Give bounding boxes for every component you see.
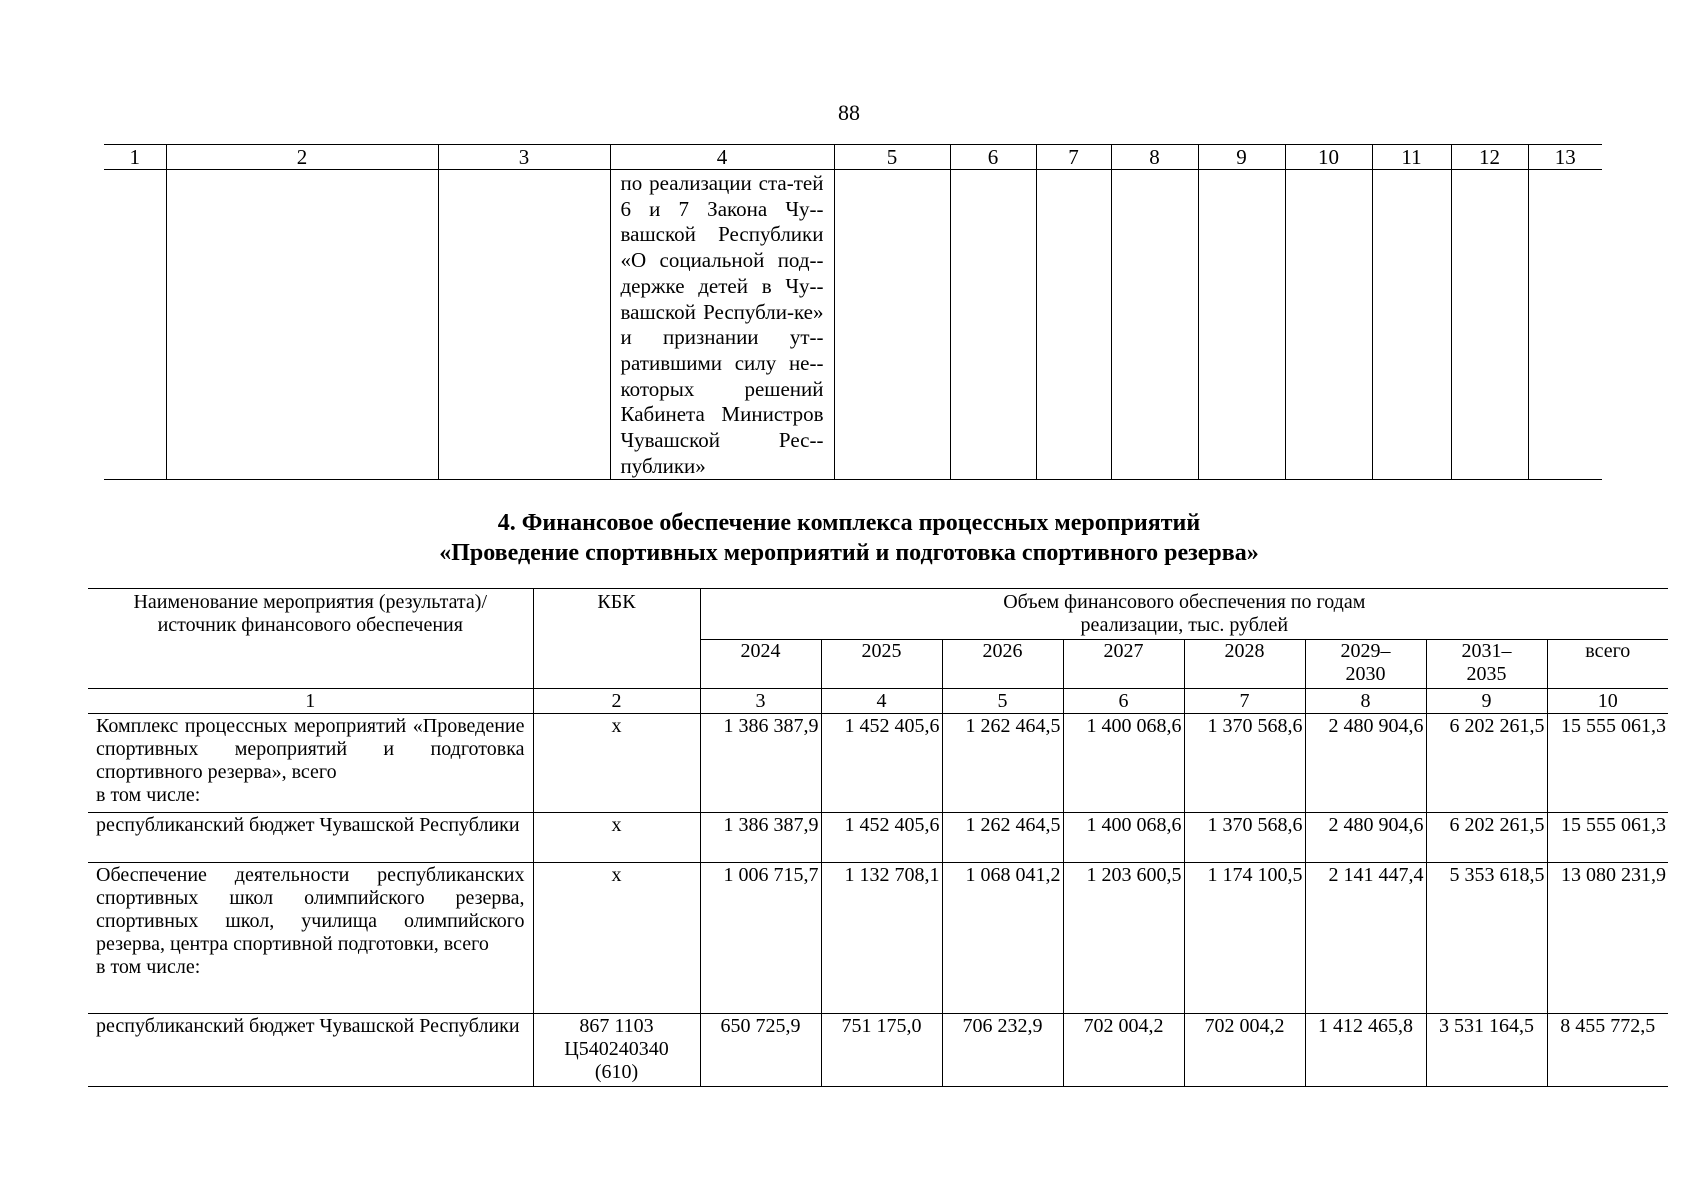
- value-cell: 1 400 068,6: [1063, 813, 1184, 863]
- name-column-header: Наименование мероприятия (результата)/ источник финансового обеспечения: [88, 589, 533, 689]
- year-header: 2031– 2035: [1426, 640, 1547, 689]
- column-number: 12: [1451, 145, 1528, 170]
- value-cell: 1 132 708,1: [821, 863, 942, 1014]
- table-cell: [950, 170, 1036, 480]
- column-number: 3: [700, 689, 821, 714]
- value-cell: 15 555 061,3: [1547, 813, 1668, 863]
- column-number: 11: [1372, 145, 1451, 170]
- column-number: 9: [1426, 689, 1547, 714]
- table-row: [104, 170, 1602, 480]
- value-cell: 1 174 100,5: [1184, 863, 1305, 1014]
- value-cell: 1 386 387,9: [700, 813, 821, 863]
- column-number: 8: [1305, 689, 1426, 714]
- table-cell: [1036, 170, 1111, 480]
- measure-name-text: Обеспечение деятельности республиканских спортивных школ олимпийского резерва, спортивных школ, училища олимпийского резерва, центра спортивной подготовки, всего: [96, 864, 525, 955]
- measure-name-text: республиканский бюджет Чувашской Республики: [96, 814, 520, 836]
- value-cell: 1 370 568,6: [1184, 714, 1305, 813]
- page-number: 88: [838, 100, 860, 125]
- table-cell: [1451, 170, 1528, 480]
- column-number: 6: [1063, 689, 1184, 714]
- value-cell: 8 455 772,5: [1547, 1014, 1668, 1087]
- value-cell: 6 202 261,5: [1426, 714, 1547, 813]
- value-cell: 1 370 568,6: [1184, 813, 1305, 863]
- table-cell: [104, 170, 166, 480]
- continuation-table: [104, 144, 1602, 480]
- year-header: 2024: [700, 640, 821, 689]
- value-cell: 1 386 387,9: [700, 714, 821, 813]
- kbk-column-header: КБК: [533, 589, 700, 689]
- table-cell: [1372, 170, 1451, 480]
- value-cell: 2 141 447,4: [1305, 863, 1426, 1014]
- finance-table: [88, 588, 1668, 1087]
- table-cell: [1528, 170, 1602, 480]
- value-cell: 1 412 465,8: [1305, 1014, 1426, 1087]
- measure-name-text: республиканский бюджет Чувашской Республики: [96, 1015, 520, 1037]
- value-cell: 1 203 600,5: [1063, 863, 1184, 1014]
- measure-name: [88, 714, 533, 813]
- value-cell: 2 480 904,6: [1305, 714, 1426, 813]
- table-cell: [166, 170, 438, 480]
- value-cell: 706 232,9: [942, 1014, 1063, 1087]
- column-number: 10: [1547, 689, 1668, 714]
- measure-description: по реализации ста-тей 6 и 7 Закона Чу-вашской Республики «О социальной под-держке детей в Чу-вашской Республи-ке» и признании ут-ратившими силу не-которых решений Кабинета Министров Чувашской Рес-публики»: [610, 170, 834, 480]
- value-cell: 5 353 618,5: [1426, 863, 1547, 1014]
- section-title: [0, 508, 1698, 568]
- value-cell: 13 080 231,9: [1547, 863, 1668, 1014]
- value-cell: 702 004,2: [1184, 1014, 1305, 1087]
- value-cell: 3 531 164,5: [1426, 1014, 1547, 1087]
- measure-name: [88, 813, 533, 863]
- value-cell: 6 202 261,5: [1426, 813, 1547, 863]
- value-cell: 702 004,2: [1063, 1014, 1184, 1087]
- measure-name-suffix: в том числе:: [96, 956, 201, 978]
- measure-name: [88, 1014, 533, 1087]
- value-cell: 1 452 405,6: [821, 714, 942, 813]
- kbk-cell: 867 1103 Ц540240340 (610): [533, 1014, 700, 1087]
- column-number: 1: [104, 145, 166, 170]
- column-number: 7: [1036, 145, 1111, 170]
- year-header: 2026: [942, 640, 1063, 689]
- column-number-row: [88, 689, 1668, 714]
- table-cell: [1198, 170, 1285, 480]
- year-header: 2027: [1063, 640, 1184, 689]
- value-cell: 650 725,9: [700, 1014, 821, 1087]
- volume-header-line: реализации, тыс. рублей: [1080, 614, 1289, 636]
- table-row: [88, 863, 1668, 1014]
- value-cell: 15 555 061,3: [1547, 714, 1668, 813]
- header-row: [88, 589, 1668, 640]
- column-number: 8: [1111, 145, 1198, 170]
- table-cell: [1285, 170, 1372, 480]
- column-number: 1: [88, 689, 533, 714]
- measure-name-suffix: в том числе:: [96, 784, 201, 806]
- volume-header-line: Объем финансового обеспечения по годам: [1003, 591, 1366, 613]
- value-cell: 1 068 041,2: [942, 863, 1063, 1014]
- value-cell: 1 400 068,6: [1063, 714, 1184, 813]
- table-cell: [834, 170, 950, 480]
- volume-column-header: [700, 589, 1668, 640]
- measure-name-text: Комплекс процессных мероприятий «Проведение спортивных мероприятий и подготовка спортивного резерва», всего: [96, 715, 525, 783]
- column-number: 6: [950, 145, 1036, 170]
- section-title-line: «Проведение спортивных мероприятий и подготовка спортивного резерва»: [439, 540, 1259, 566]
- year-header: 2029– 2030: [1305, 640, 1426, 689]
- column-number: 9: [1198, 145, 1285, 170]
- value-cell: 1 452 405,6: [821, 813, 942, 863]
- year-header: 2028: [1184, 640, 1305, 689]
- measure-name: [88, 863, 533, 1014]
- column-number: 3: [438, 145, 610, 170]
- column-number-row: [104, 145, 1602, 170]
- column-number: 13: [1528, 145, 1602, 170]
- kbk-cell: х: [533, 863, 700, 1014]
- column-number: 5: [834, 145, 950, 170]
- table-row: [88, 813, 1668, 863]
- kbk-cell: х: [533, 714, 700, 813]
- column-number: 4: [610, 145, 834, 170]
- value-cell: 1 262 464,5: [942, 813, 1063, 863]
- column-number: 2: [166, 145, 438, 170]
- column-number: 4: [821, 689, 942, 714]
- value-cell: 1 262 464,5: [942, 714, 1063, 813]
- value-cell: 2 480 904,6: [1305, 813, 1426, 863]
- column-number: 10: [1285, 145, 1372, 170]
- value-cell: 751 175,0: [821, 1014, 942, 1087]
- column-number: 2: [533, 689, 700, 714]
- year-header: 2025: [821, 640, 942, 689]
- column-number: 7: [1184, 689, 1305, 714]
- table-cell: [438, 170, 610, 480]
- value-cell: 1 006 715,7: [700, 863, 821, 1014]
- table-row: [88, 1014, 1668, 1087]
- year-header: всего: [1547, 640, 1668, 689]
- section-title-line: 4. Финансовое обеспечение комплекса процессных мероприятий: [497, 510, 1201, 536]
- table-cell: [1111, 170, 1198, 480]
- kbk-cell: х: [533, 813, 700, 863]
- column-number: 5: [942, 689, 1063, 714]
- table-row: [88, 714, 1668, 813]
